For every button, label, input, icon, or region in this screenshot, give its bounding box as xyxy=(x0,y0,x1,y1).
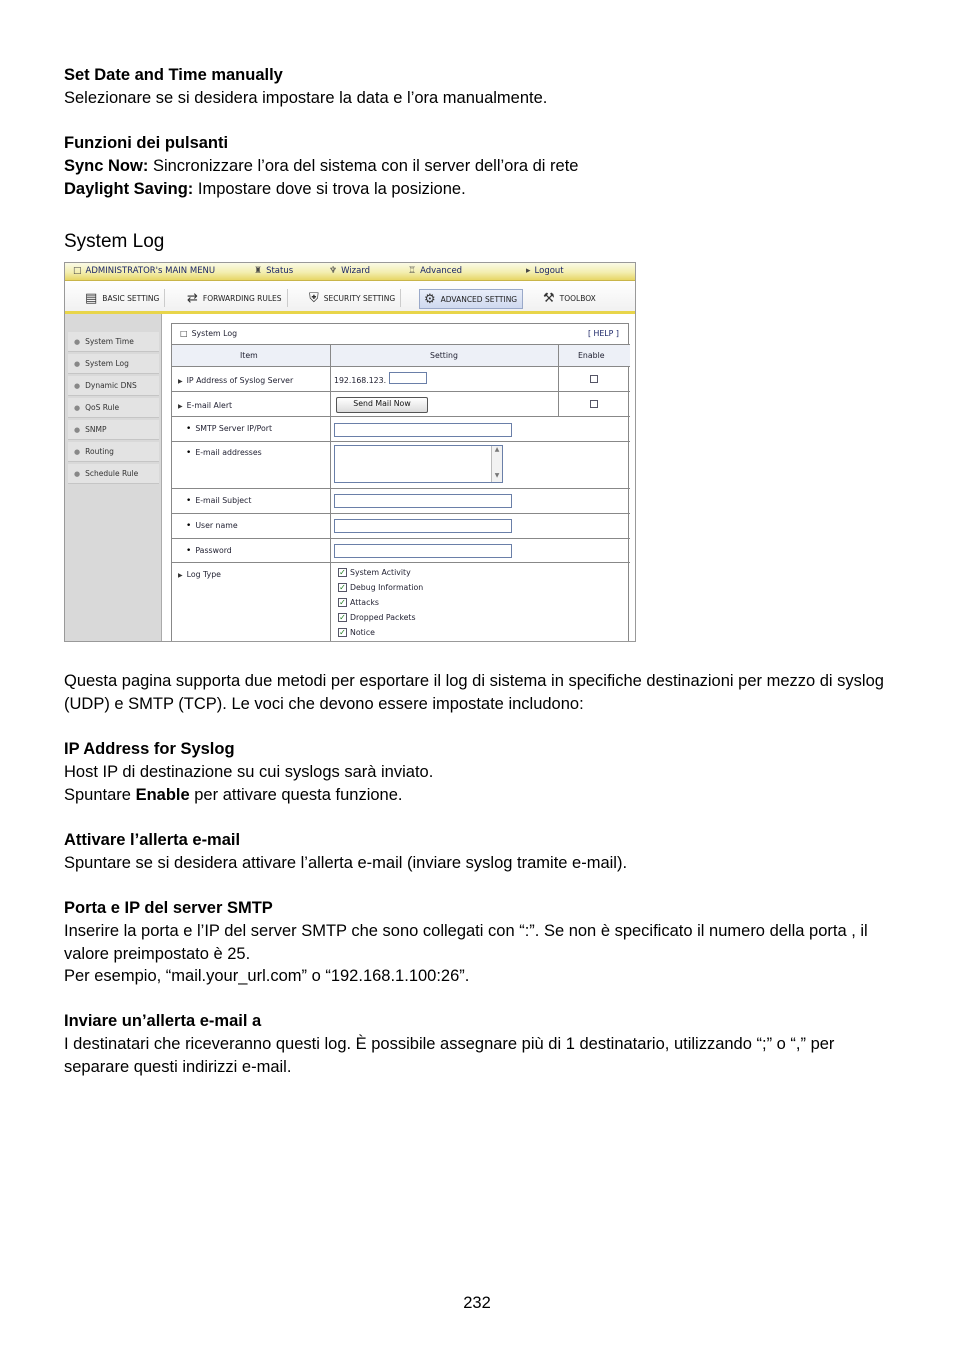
row-label xyxy=(186,496,251,506)
forwarding-icon: ⇄ xyxy=(187,290,198,306)
column-header-enable: Enable xyxy=(578,351,605,360)
debug-information-checkbox[interactable]: ✓ xyxy=(339,583,346,592)
status-label: Status xyxy=(266,266,294,276)
tab-forwarding-rules[interactable] xyxy=(183,289,288,307)
sidebar-item-label: System Log xyxy=(85,359,129,368)
logtype-label: Log Type xyxy=(186,570,221,579)
log-type-label: Debug Information xyxy=(350,583,424,592)
system-log-screenshot xyxy=(64,262,636,642)
box-icon: □ xyxy=(180,329,188,338)
email-alert-enable-checkbox[interactable] xyxy=(590,400,598,408)
sidebar-item-label: Dynamic DNS xyxy=(85,381,137,390)
section-title-syslog-ip: IP Address for Syslog xyxy=(64,740,235,758)
section-title-send-email: Inviare un’allerta e-mail a xyxy=(64,1012,262,1030)
sidebar-item-system-time[interactable] xyxy=(68,332,159,352)
logout-link[interactable] xyxy=(526,266,564,276)
syslog-ip-label: IP Address of Syslog Server xyxy=(186,376,294,385)
tab-label: BASIC SETTING xyxy=(102,293,160,303)
term-label: Daylight Saving: xyxy=(64,180,194,198)
sidebar-item-snmp[interactable] xyxy=(68,420,159,440)
tab-bar xyxy=(65,281,636,314)
paragraph: Per esempio, “mail.your_url.com” o “192.168.1.100:26”. xyxy=(64,967,470,985)
row-label xyxy=(178,401,232,410)
syslog-ip-input[interactable] xyxy=(389,372,427,384)
bullet-icon: ● xyxy=(74,382,81,390)
scrollbar[interactable] xyxy=(491,446,502,482)
subject-label: E-mail Subject xyxy=(195,496,252,505)
bullet-icon: • xyxy=(186,496,192,506)
log-type-label: Notice xyxy=(350,628,375,637)
sidebar xyxy=(65,314,162,642)
paragraph: Host IP di destinazione su cui syslogs sarà inviato. xyxy=(64,763,434,781)
dropped-packets-checkbox[interactable]: ✓ xyxy=(339,613,346,622)
tab-label: TOOLBOX xyxy=(559,293,596,303)
email-alert-label: E-mail Alert xyxy=(186,401,233,410)
log-type-label: Dropped Packets xyxy=(350,613,416,622)
table-row-email-addresses xyxy=(172,441,630,488)
bullet-icon: • xyxy=(186,521,192,531)
password-label: Password xyxy=(195,546,232,555)
section-title-smtp: Porta e IP del server SMTP xyxy=(64,899,273,917)
intro-paragraph: Questa pagina supporta due metodi per esportare il log di sistema in specifiche destinazioni per mezzo di syslog (UDP) e SMTP (TCP). Le voci che devono essere impostate includono: xyxy=(64,672,884,713)
row-label xyxy=(178,376,293,385)
log-type-label: Attacks xyxy=(350,598,379,607)
section-title-email-alert: Attivare l’allerta e-mail xyxy=(64,831,241,849)
top-menu-bar xyxy=(65,263,636,281)
tab-label: SECURITY SETTING xyxy=(323,293,396,303)
system-activity-checkbox[interactable]: ✓ xyxy=(339,568,346,577)
smtp-server-input[interactable] xyxy=(334,423,512,437)
menu-box-icon: □ xyxy=(73,266,82,276)
logout-label: Logout xyxy=(534,266,564,276)
tab-basic-setting[interactable] xyxy=(81,289,165,307)
term-text: Impostare dove si trova la posizione. xyxy=(193,180,466,198)
advanced-setting-icon: ⚙ xyxy=(424,291,436,307)
bullet-icon: ● xyxy=(74,448,81,456)
table-row-email-subject xyxy=(172,488,630,513)
security-icon: ⛨ xyxy=(309,290,319,306)
paragraph: Inserire la porta e l’IP del server SMTP che sono collegati con “:”. Se non è specificato il numero della porta , il valore preimpostato è 25. xyxy=(64,922,868,963)
arrow-right-icon: ▶ xyxy=(178,378,183,385)
basic-setting-icon: ▤ xyxy=(85,290,98,306)
arrow-right-icon: ▶ xyxy=(178,403,183,410)
wizard-label: Wizard xyxy=(341,266,371,276)
row-label xyxy=(178,570,221,579)
term-text: Sincronizzare l’ora del sistema con il server dell’ora di rete xyxy=(148,157,579,175)
sidebar-item-label: System Time xyxy=(85,337,134,346)
row-label xyxy=(186,521,238,531)
status-icon: ♜ xyxy=(254,266,263,276)
column-header-item: Item xyxy=(240,351,258,360)
sidebar-item-dynamic-dns[interactable] xyxy=(68,376,159,396)
settings-table xyxy=(171,323,629,642)
bullet-icon: ● xyxy=(74,404,81,412)
password-input[interactable] xyxy=(334,544,512,558)
admin-menu-label: ADMINISTRATOR's MAIN MENU xyxy=(85,266,216,276)
send-mail-now-button[interactable]: Send Mail Now xyxy=(336,397,428,413)
page-number: 232 xyxy=(463,1294,491,1312)
scroll-down-icon[interactable]: ▼ xyxy=(494,472,500,479)
section-title-set-date: Set Date and Time manually xyxy=(64,66,283,84)
paragraph xyxy=(64,178,894,201)
enable-term: Enable xyxy=(135,786,190,804)
advanced-label: Advanced xyxy=(420,266,463,276)
admin-menu-link[interactable] xyxy=(73,266,215,276)
tab-label: ADVANCED SETTING xyxy=(440,294,518,304)
row-label xyxy=(186,424,272,434)
paragraph: Spuntare se si desidera attivare l’allerta e-mail (inviare syslog tramite e-mail). xyxy=(64,854,628,872)
tab-toolbox[interactable] xyxy=(539,289,601,307)
panel-title xyxy=(180,329,237,338)
addresses-label: E-mail addresses xyxy=(195,448,262,457)
arrow-right-icon: ▶ xyxy=(178,572,183,579)
arrow-right-icon: ▸ xyxy=(526,266,531,276)
syslog-ip-prefix: 192.168.123. xyxy=(334,376,387,385)
sidebar-item-system-log[interactable] xyxy=(68,354,159,374)
section-title-buttons: Funzioni dei pulsanti xyxy=(64,134,229,152)
table-row-smtp xyxy=(172,416,630,441)
email-subject-input[interactable] xyxy=(334,494,512,508)
sidebar-item-label: SNMP xyxy=(85,425,107,434)
sidebar-item-routing[interactable] xyxy=(68,442,159,462)
bullet-icon: ● xyxy=(74,426,81,434)
table-row-username xyxy=(172,513,630,538)
row-label xyxy=(186,448,262,458)
table-row-syslog-ip xyxy=(172,366,630,391)
sidebar-item-label: QoS Rule xyxy=(85,403,120,412)
text: Spuntare xyxy=(64,786,136,804)
text: per attivare questa funzione. xyxy=(189,786,403,804)
tab-security-setting[interactable] xyxy=(305,289,401,307)
username-label: User name xyxy=(195,521,238,530)
panel-title-text: System Log xyxy=(191,329,238,338)
log-type-label: System Activity xyxy=(350,568,411,577)
paragraph xyxy=(64,784,894,807)
table-row-email-alert xyxy=(172,391,630,416)
tab-label: FORWARDING RULES xyxy=(202,293,282,303)
table-row-log-type xyxy=(172,562,630,642)
sidebar-item-schedule-rule[interactable] xyxy=(68,464,159,484)
bullet-icon: ● xyxy=(74,338,81,346)
scroll-up-icon[interactable]: ▲ xyxy=(494,446,500,453)
attacks-checkbox[interactable]: ✓ xyxy=(339,598,346,607)
row-label xyxy=(186,546,232,556)
column-header-setting: Setting xyxy=(430,351,458,360)
term-label: Sync Now: xyxy=(64,157,149,175)
paragraph xyxy=(64,155,894,178)
table-row-password xyxy=(172,538,630,562)
sidebar-item-label: Schedule Rule xyxy=(85,469,139,478)
tab-advanced-setting[interactable] xyxy=(419,289,523,309)
paragraph: I destinatari che riceveranno questi log. È possibile assegnare più di 1 destinatario, utilizzando “;” o “,” per separare questi indirizzi e-mail. xyxy=(64,1035,835,1076)
bullet-icon: • xyxy=(186,546,192,556)
advanced-icon: ♖ xyxy=(408,266,417,276)
help-link[interactable]: [ HELP ] xyxy=(588,329,619,338)
section-heading-system-log: System Log xyxy=(64,231,165,252)
smtp-label: SMTP Server IP/Port xyxy=(195,424,273,433)
toolbox-icon: ⚒ xyxy=(543,290,555,306)
wizard-link[interactable] xyxy=(329,266,370,276)
email-addresses-textarea[interactable] xyxy=(334,445,503,483)
syslog-enable-checkbox[interactable] xyxy=(590,375,598,383)
bullet-icon: • xyxy=(186,448,192,458)
bullet-icon: ● xyxy=(74,470,81,478)
bullet-icon: • xyxy=(186,424,192,434)
wizard-icon: ♆ xyxy=(329,266,338,276)
sidebar-item-label: Routing xyxy=(85,447,114,456)
notice-checkbox[interactable]: ✓ xyxy=(339,628,346,637)
table-header xyxy=(172,344,630,366)
sidebar-item-qos-rule[interactable] xyxy=(68,398,159,418)
advanced-link[interactable] xyxy=(408,266,462,276)
username-input[interactable] xyxy=(334,519,512,533)
status-link[interactable] xyxy=(254,266,293,276)
paragraph: Selezionare se si desidera impostare la data e l’ora manualmente. xyxy=(64,89,548,107)
bullet-icon: ● xyxy=(74,360,81,368)
